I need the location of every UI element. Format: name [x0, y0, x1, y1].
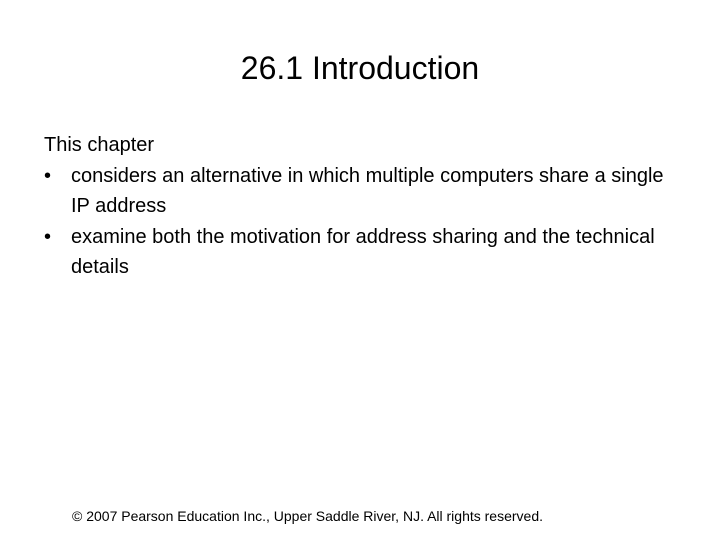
- bullet-icon: •: [44, 225, 52, 248]
- copyright-footer: © 2007 Pearson Education Inc., Upper Saddle River, NJ. All rights reserved.: [72, 508, 544, 524]
- slide-body: [44, 130, 684, 283]
- bullet-icon: •: [44, 164, 52, 187]
- bullet-text: considers an alternative in which multiple computers share a single IP address: [71, 164, 664, 217]
- slide-title: 26.1 Introduction: [240, 50, 480, 86]
- list-item: [44, 161, 684, 222]
- bullet-list: [44, 161, 684, 283]
- intro-text: This chapter: [44, 134, 155, 156]
- list-item: [44, 222, 684, 283]
- bullet-text: examine both the motivation for address sharing and the technical details: [71, 225, 655, 278]
